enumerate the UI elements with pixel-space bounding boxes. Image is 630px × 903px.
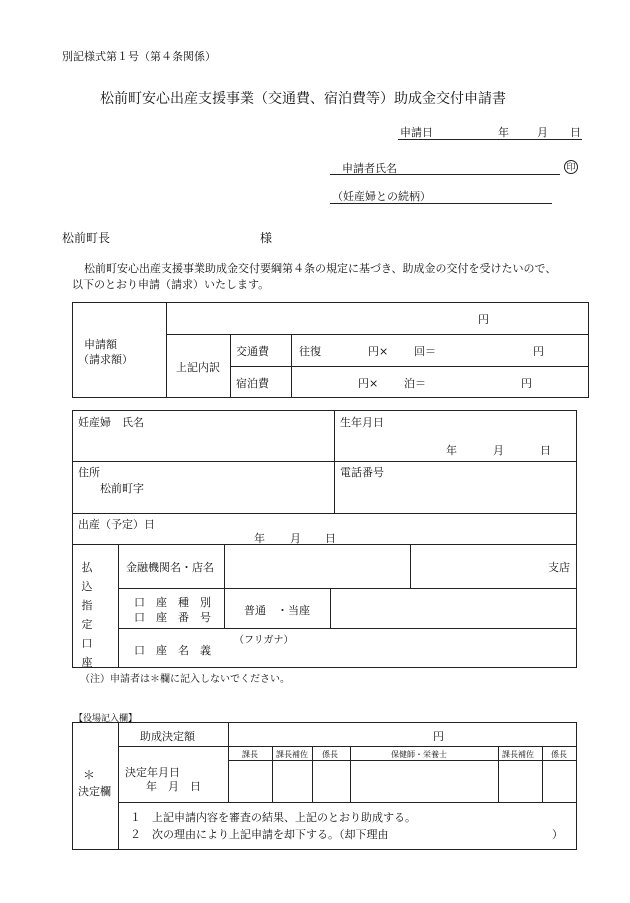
addressee: 松前町長 bbox=[62, 231, 111, 245]
amount-total-field[interactable] bbox=[167, 303, 588, 334]
relation-field[interactable] bbox=[330, 203, 552, 204]
due-date-day: 日 bbox=[325, 532, 336, 545]
address-label: 住所 bbox=[78, 466, 100, 479]
subsidy-decision-label: 助成決定額 bbox=[140, 730, 195, 743]
relation-label: （妊産婦との続柄） bbox=[332, 190, 431, 203]
pregnant-name-field[interactable] bbox=[73, 411, 333, 461]
transport-yen-times: 円× bbox=[368, 345, 389, 358]
stamp-header-unit-chief-2: 係長 bbox=[551, 750, 567, 759]
asterisk-mark: ＊ bbox=[83, 768, 96, 782]
applicant-name-field[interactable] bbox=[330, 174, 560, 175]
subsidy-yen-unit: 円 bbox=[433, 730, 444, 743]
stamp-header-deputy-chief: 課長補佐 bbox=[276, 750, 308, 759]
page-title: 松前町安心出産支援事業（交通費、宿泊費等）助成金交付申請書 bbox=[100, 91, 506, 107]
round-trip-label: 往復 bbox=[299, 345, 321, 358]
date-year: 年 bbox=[498, 126, 509, 139]
bank-name-field[interactable] bbox=[225, 545, 409, 587]
form-number: 別記様式第１号（第４条関係） bbox=[62, 50, 216, 63]
birthdate-month: 月 bbox=[493, 444, 504, 457]
lodging-yen-unit: 円 bbox=[521, 377, 532, 390]
bank-label: 金融機関名・店名 bbox=[126, 561, 214, 574]
due-date-label: 出産（予定）日 bbox=[78, 518, 155, 531]
transport-times-eq: 回＝ bbox=[414, 345, 436, 358]
transfer-account-label: 払 込 指 定 口 座 bbox=[81, 561, 93, 669]
date-day: 日 bbox=[570, 126, 581, 139]
stamp-header-deputy-chief-2: 課長補佐 bbox=[502, 750, 534, 759]
decision-item-1: １ 上記申請内容を審査の結果、上記のとおり助成する。 bbox=[130, 811, 416, 824]
transport-yen-unit: 円 bbox=[533, 345, 544, 358]
decision-item-2-close: ） bbox=[552, 828, 563, 841]
amount-label: 申請額 bbox=[84, 338, 117, 351]
decision-date-label: 決定年月日 bbox=[125, 766, 180, 779]
stamp-header-health-nurse: 保健師・栄養士 bbox=[391, 750, 447, 759]
decision-item-2: ２ 次の理由により上記申請を却下する。（却下理由 bbox=[130, 828, 389, 841]
amount-yen-unit: 円 bbox=[478, 313, 489, 326]
application-date-label: 申請日 bbox=[400, 126, 433, 139]
address-value[interactable]: 松前町字 bbox=[100, 482, 144, 495]
birthdate-year: 年 bbox=[446, 444, 457, 457]
stamp-header-unit-chief: 係長 bbox=[322, 750, 338, 759]
applicant-name-label: 申請者氏名 bbox=[342, 162, 397, 175]
subsidy-decision-field[interactable] bbox=[229, 723, 576, 745]
date-month: 月 bbox=[537, 126, 548, 139]
account-name-label: 口 座 名 義 bbox=[134, 644, 211, 657]
stamp-header-section-chief: 課長 bbox=[242, 750, 258, 759]
seal-mark: 印 bbox=[564, 160, 578, 174]
lodging-nights-eq: 泊＝ bbox=[404, 377, 426, 390]
pregnant-name-label: 妊産婦 氏名 bbox=[78, 416, 144, 429]
honorific: 様 bbox=[260, 231, 273, 245]
due-date-month: 月 bbox=[290, 532, 301, 545]
account-number-field[interactable] bbox=[331, 589, 575, 627]
intro-line-1: 松前町安心出産支援事業助成金交付要綱第４条の規定に基づき、助成金の交付を受けたいので、 bbox=[84, 262, 557, 275]
phone-field[interactable] bbox=[335, 478, 575, 512]
breakdown-label: 上記内訳 bbox=[176, 361, 220, 374]
intro-line-2: 以下のとおり申請（請求）いたします。 bbox=[72, 278, 270, 291]
application-date-underline bbox=[398, 139, 582, 140]
phone-label: 電話番号 bbox=[340, 466, 384, 479]
lodging-label: 宿泊費 bbox=[236, 377, 269, 390]
birthdate-label: 生年月日 bbox=[340, 416, 384, 429]
furigana-label: （フリガナ） bbox=[234, 635, 294, 646]
lodging-yen-times: 円× bbox=[358, 377, 379, 390]
decision-date-ymd: 年 月 日 bbox=[146, 780, 201, 793]
account-type-label: 口 座 種 別 bbox=[134, 596, 211, 609]
amount-label-sub: （請求額） bbox=[78, 353, 133, 366]
office-section-label: 【役場記入欄】 bbox=[74, 714, 138, 724]
note-text: （注）申請者は＊欄に記入しないでください。 bbox=[80, 674, 290, 685]
birthdate-day: 日 bbox=[540, 444, 551, 457]
account-number-label: 口 座 番 号 bbox=[134, 611, 211, 624]
account-type-value[interactable]: 普通 ・当座 bbox=[244, 604, 310, 617]
decision-column-label: 決定欄 bbox=[78, 785, 111, 798]
transport-label: 交通費 bbox=[236, 345, 269, 358]
branch-label: 支店 bbox=[548, 561, 570, 574]
due-date-year: 年 bbox=[254, 532, 265, 545]
